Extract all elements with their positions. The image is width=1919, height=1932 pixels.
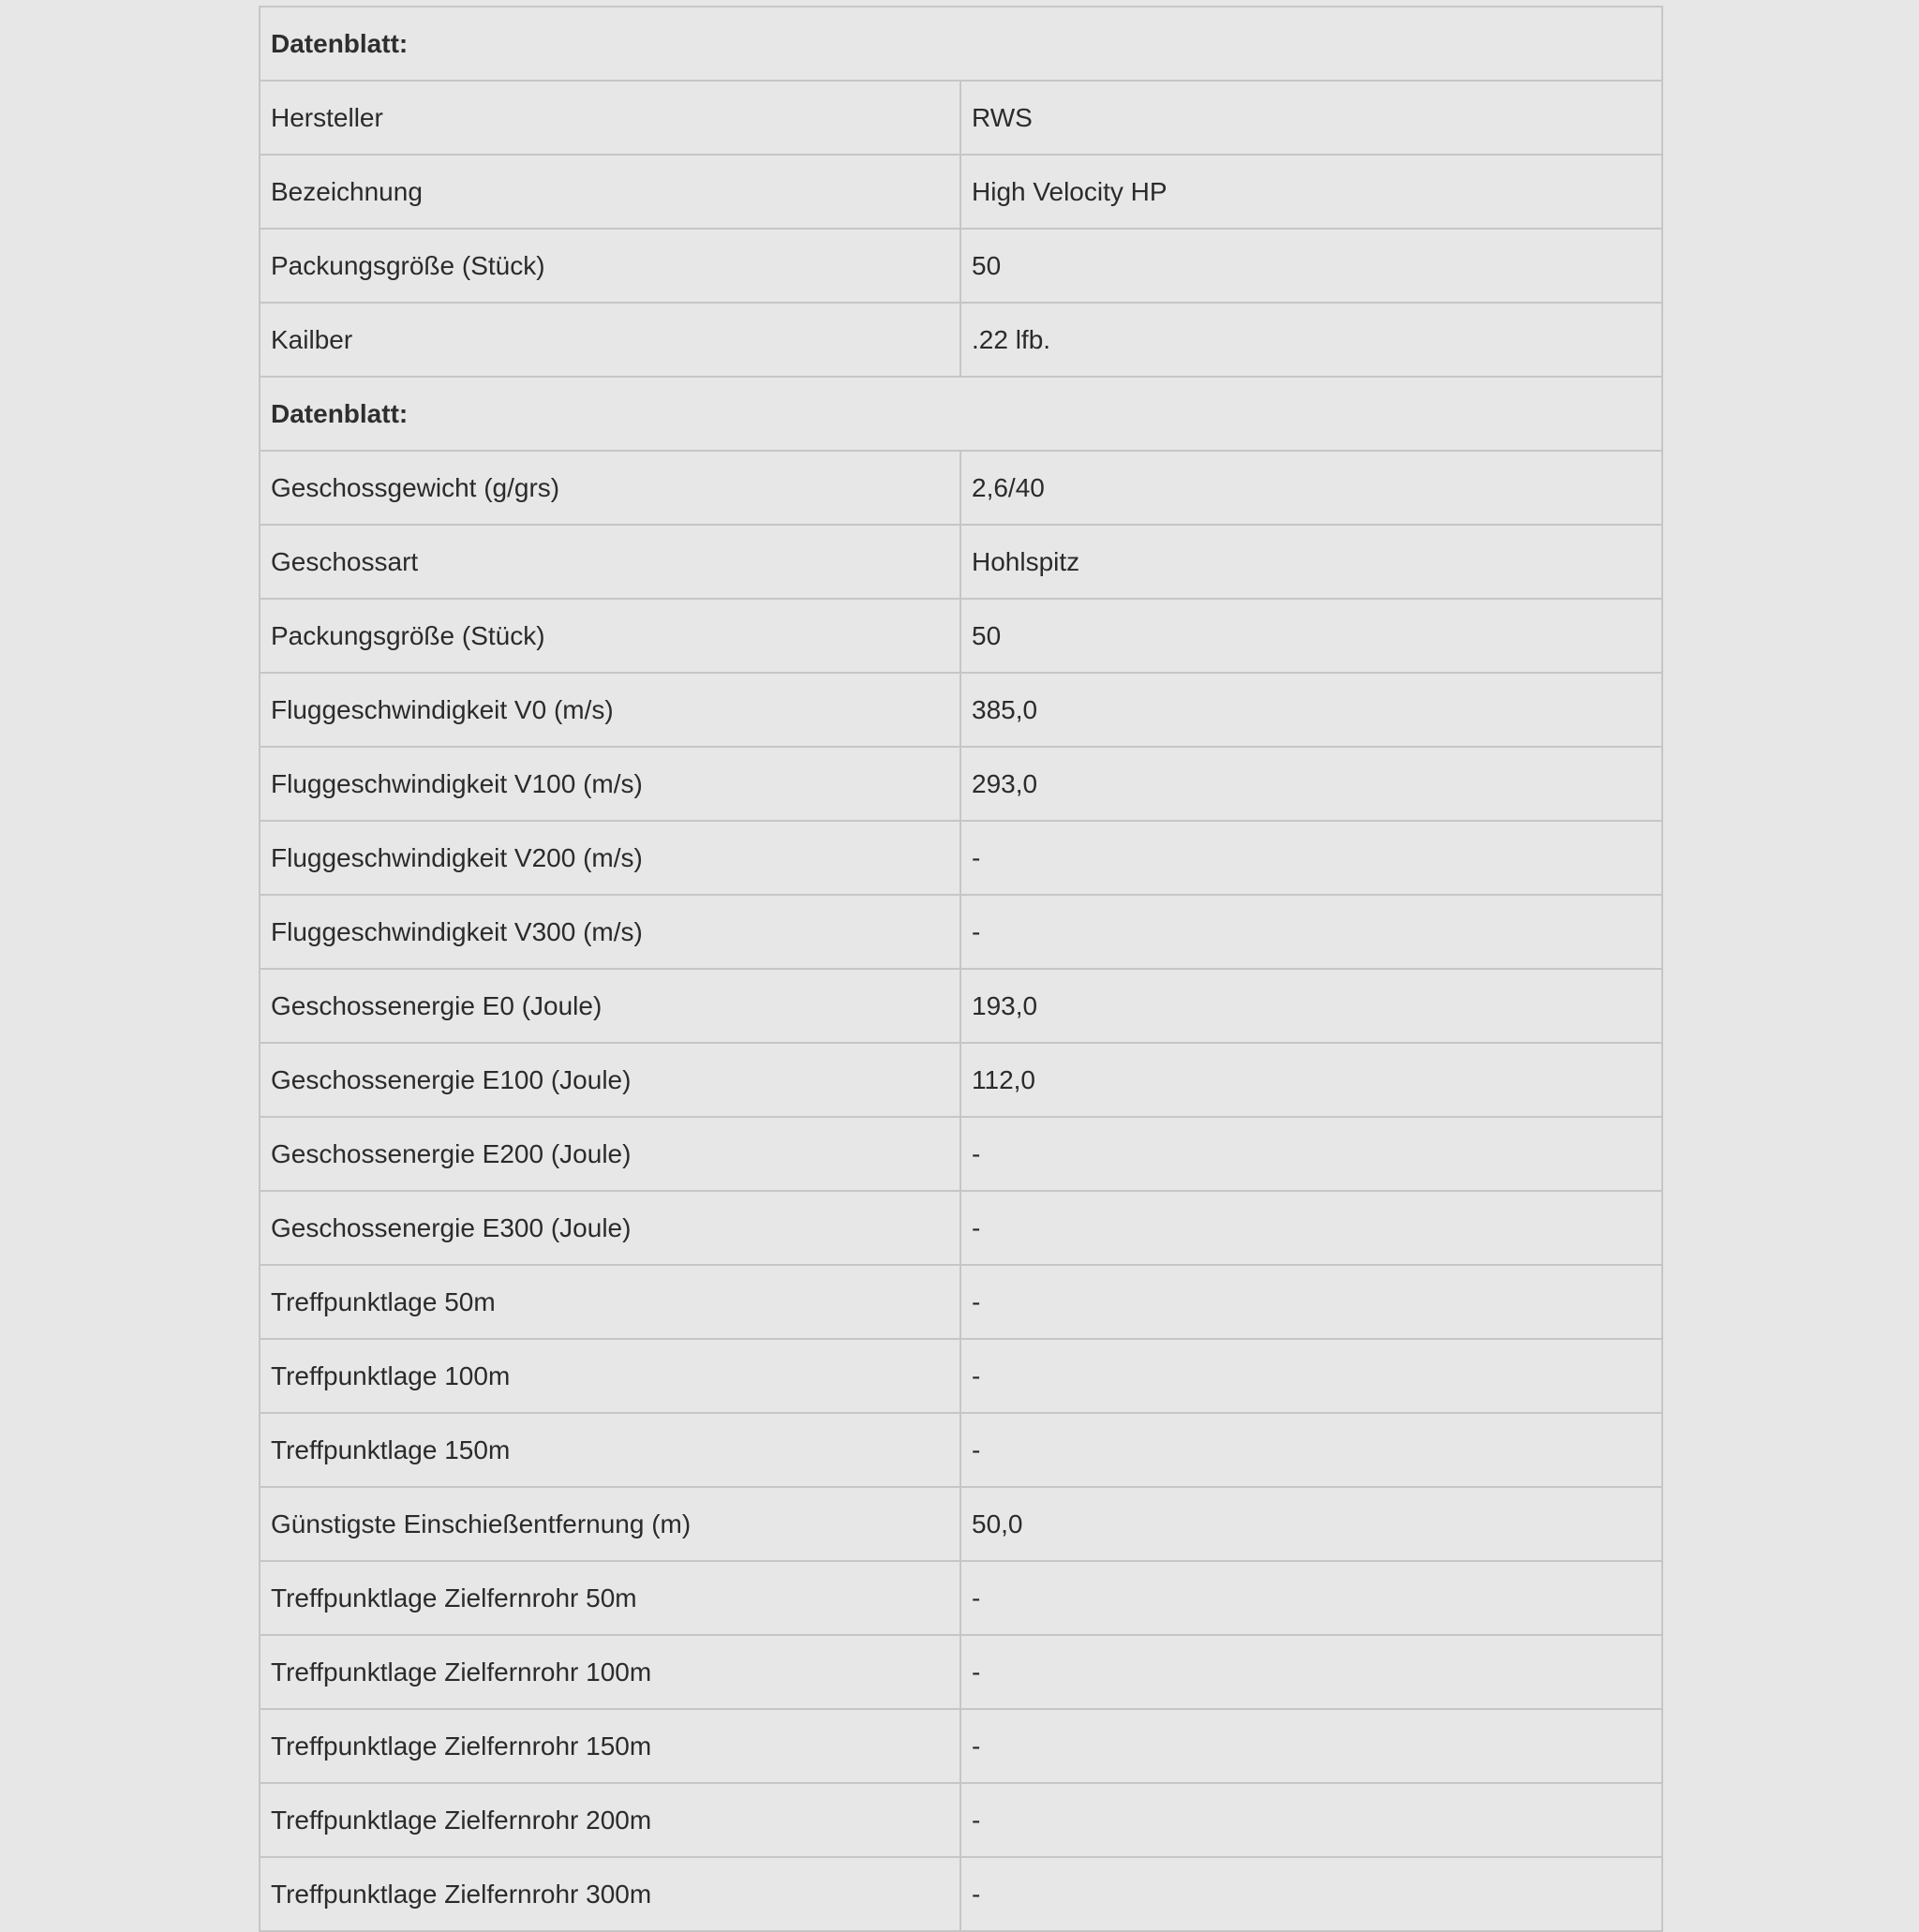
table-row bbox=[260, 599, 1662, 673]
section-header-row bbox=[260, 377, 1662, 451]
row-label: Treffpunktlage 100m bbox=[260, 1339, 960, 1413]
table-row bbox=[260, 747, 1662, 821]
row-label: Treffpunktlage 150m bbox=[260, 1413, 960, 1487]
row-value: .22 lfb. bbox=[960, 303, 1662, 377]
row-label: Treffpunktlage Zielfernrohr 50m bbox=[260, 1561, 960, 1635]
table-row bbox=[260, 451, 1662, 525]
table-row bbox=[260, 1117, 1662, 1191]
datasheet-body bbox=[260, 7, 1662, 1931]
row-label: Geschossenergie E300 (Joule) bbox=[260, 1191, 960, 1265]
row-label: Günstigste Einschießentfernung (m) bbox=[260, 1487, 960, 1561]
row-label: Fluggeschwindigkeit V300 (m/s) bbox=[260, 895, 960, 969]
row-value: 293,0 bbox=[960, 747, 1662, 821]
table-row bbox=[260, 1709, 1662, 1783]
row-value: Hohlspitz bbox=[960, 525, 1662, 599]
table-row bbox=[260, 1413, 1662, 1487]
row-value: - bbox=[960, 1783, 1662, 1857]
row-label: Bezeichnung bbox=[260, 155, 960, 229]
row-label: Treffpunktlage Zielfernrohr 100m bbox=[260, 1635, 960, 1709]
datasheet-table bbox=[259, 6, 1663, 1932]
row-value: 50 bbox=[960, 229, 1662, 303]
table-row bbox=[260, 1635, 1662, 1709]
row-label: Fluggeschwindigkeit V100 (m/s) bbox=[260, 747, 960, 821]
row-value: High Velocity HP bbox=[960, 155, 1662, 229]
table-row bbox=[260, 821, 1662, 895]
table-row bbox=[260, 1857, 1662, 1931]
row-label: Hersteller bbox=[260, 81, 960, 155]
row-label: Packungsgröße (Stück) bbox=[260, 229, 960, 303]
table-row bbox=[260, 1043, 1662, 1117]
table-row bbox=[260, 1487, 1662, 1561]
table-row bbox=[260, 1339, 1662, 1413]
table-row bbox=[260, 1561, 1662, 1635]
row-value: 50,0 bbox=[960, 1487, 1662, 1561]
table-row bbox=[260, 229, 1662, 303]
section-title: Datenblatt: bbox=[260, 377, 1662, 451]
row-label: Geschossenergie E100 (Joule) bbox=[260, 1043, 960, 1117]
table-row bbox=[260, 303, 1662, 377]
table-row bbox=[260, 895, 1662, 969]
row-label: Geschossenergie E0 (Joule) bbox=[260, 969, 960, 1043]
row-value: - bbox=[960, 1635, 1662, 1709]
row-value: 2,6/40 bbox=[960, 451, 1662, 525]
row-value: - bbox=[960, 1857, 1662, 1931]
row-label: Geschossenergie E200 (Joule) bbox=[260, 1117, 960, 1191]
table-row bbox=[260, 81, 1662, 155]
row-value: - bbox=[960, 895, 1662, 969]
row-value: 385,0 bbox=[960, 673, 1662, 747]
row-value: 112,0 bbox=[960, 1043, 1662, 1117]
row-value: - bbox=[960, 1339, 1662, 1413]
row-label: Fluggeschwindigkeit V0 (m/s) bbox=[260, 673, 960, 747]
row-value: - bbox=[960, 1709, 1662, 1783]
section-title: Datenblatt: bbox=[260, 7, 1662, 81]
row-label: Treffpunktlage 50m bbox=[260, 1265, 960, 1339]
table-row bbox=[260, 525, 1662, 599]
row-value: - bbox=[960, 1117, 1662, 1191]
section-header-row bbox=[260, 7, 1662, 81]
row-value: - bbox=[960, 1413, 1662, 1487]
table-row bbox=[260, 969, 1662, 1043]
row-label: Fluggeschwindigkeit V200 (m/s) bbox=[260, 821, 960, 895]
row-value: 193,0 bbox=[960, 969, 1662, 1043]
row-value: - bbox=[960, 1561, 1662, 1635]
row-value: - bbox=[960, 1265, 1662, 1339]
row-value: RWS bbox=[960, 81, 1662, 155]
row-value: - bbox=[960, 1191, 1662, 1265]
row-label: Treffpunktlage Zielfernrohr 300m bbox=[260, 1857, 960, 1931]
row-value: 50 bbox=[960, 599, 1662, 673]
row-value: - bbox=[960, 821, 1662, 895]
table-row bbox=[260, 1191, 1662, 1265]
row-label: Kailber bbox=[260, 303, 960, 377]
row-label: Geschossart bbox=[260, 525, 960, 599]
table-row bbox=[260, 673, 1662, 747]
table-row bbox=[260, 155, 1662, 229]
row-label: Geschossgewicht (g/grs) bbox=[260, 451, 960, 525]
row-label: Treffpunktlage Zielfernrohr 150m bbox=[260, 1709, 960, 1783]
row-label: Packungsgröße (Stück) bbox=[260, 599, 960, 673]
table-row bbox=[260, 1265, 1662, 1339]
table-row bbox=[260, 1783, 1662, 1857]
row-label: Treffpunktlage Zielfernrohr 200m bbox=[260, 1783, 960, 1857]
